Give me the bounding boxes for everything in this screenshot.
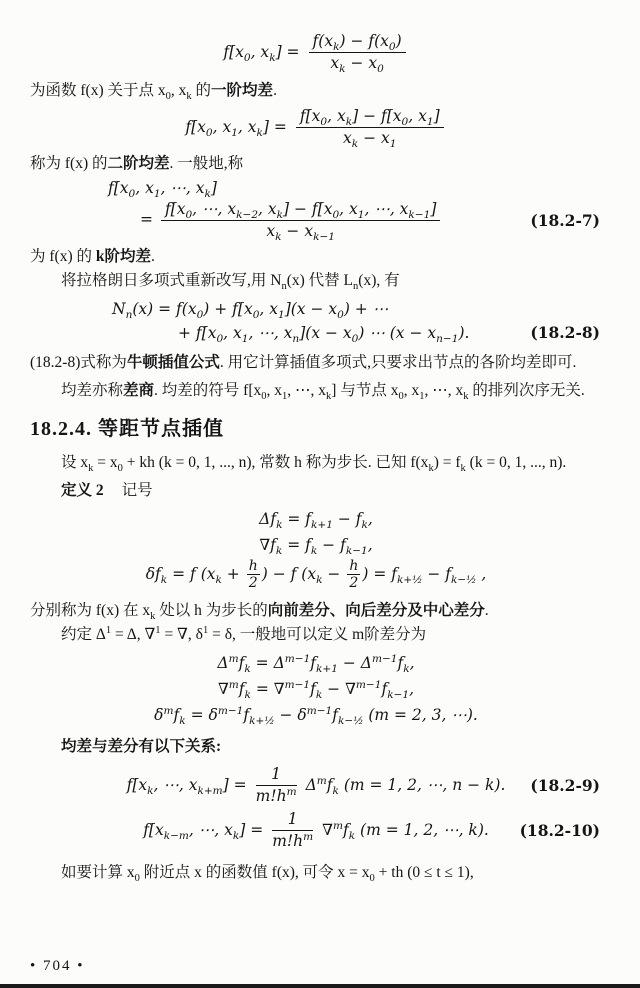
bold-term: 一阶均差 — [211, 82, 274, 99]
paragraph-definition-2 — [30, 479, 602, 503]
fraction — [272, 810, 313, 851]
fraction-numerator: 1 — [256, 765, 297, 786]
fraction-numerator: h — [248, 558, 258, 574]
fraction-numerator: h — [349, 558, 359, 574]
text-run: 称为 f(x) 的 — [30, 155, 108, 172]
paragraph-compute-near-x0 — [30, 861, 602, 885]
text-run: . — [484, 602, 489, 619]
formula-k-order-divided-difference — [30, 176, 602, 244]
fraction — [256, 765, 297, 806]
formula-line-2 — [140, 200, 602, 244]
bold-term: k阶均差 — [95, 248, 151, 265]
equation-number: (18.2-8) — [530, 323, 600, 342]
paragraph-equidistant-setup — [30, 451, 602, 475]
text-run: 为 f(x) 的 — [30, 248, 96, 265]
formula-m-order-forward: $\Delta^mf_k = \Delta^{m-1}f_{k+1} - \Delta^{m-1}f_k$, — [217, 652, 415, 676]
bold-term: 向前差分、向后差分及中心差分 — [267, 602, 485, 619]
paragraph-newton-formula-name — [30, 351, 602, 375]
text-run: . 用它计算插值多项式,只要求出节点的各阶均差即可. — [219, 354, 577, 371]
paragraph-newton-rewrite — [30, 269, 602, 293]
fraction-h-over-2 — [247, 559, 260, 591]
text-run: . 一般地,称 — [169, 155, 244, 172]
fraction-denominator: 2 — [349, 575, 359, 591]
equation-number: (18.2-9) — [530, 775, 600, 795]
equals-sign: = — [140, 210, 153, 229]
fraction-denominator: $x_k - x_{k-1}$ — [266, 222, 335, 244]
paragraph-first-order-label — [30, 79, 602, 103]
fraction — [161, 200, 440, 244]
page-number: • 704 • — [30, 958, 85, 974]
formula-lhs: $f[x_k$, ⋯, $x_{k+m}$] = — [126, 775, 247, 797]
text-run: 如要计算 $x_0$ 附近点 x 的函数值 f(x), 可令 $x = x_0$ + th (0 ≤ t ≤ 1), — [61, 864, 474, 885]
text-run: 将拉格朗日多项式重新改写,用 $N_n(x)$ 代替 $L_n(x)$, 有 — [61, 272, 400, 293]
formula-second-order-divided-difference — [30, 107, 602, 151]
formula-lhs: $f[x_{k-m}$, ⋯, $x_k$] = — [143, 820, 264, 842]
fraction-numerator: $f(x_k) - f(x_0)$ — [309, 32, 406, 53]
fraction-h-over-2 — [347, 559, 360, 591]
equation-number: (18.2-7) — [530, 210, 600, 230]
scan-edge-artifact — [0, 984, 640, 988]
text-run: (18.2-8)式称为 — [30, 354, 127, 371]
fraction-numerator: 1 — [272, 810, 313, 831]
bold-term: 二阶均差 — [107, 155, 170, 172]
section-heading: 18.2.4. 等距节点插值 — [30, 418, 224, 440]
text-run: 均差亦称 — [61, 382, 124, 399]
fraction-numerator: $f[x_0$, $x_k] - f[x_0$, $x_1$] — [296, 107, 444, 128]
paragraph-difference-quotient — [30, 379, 602, 403]
bold-term: 差商 — [123, 382, 155, 399]
paragraph-m-order-convention — [30, 623, 602, 647]
formula-part: ) = $f_{k+\frac{1}{2}} - f_{k-\frac{1}{2}}$ , — [362, 565, 487, 587]
fraction-denominator: $m!h^m$ — [255, 785, 297, 805]
text-run: . — [273, 82, 277, 99]
text-run: 约定 $\Delta^1 = \Delta$, ∇$^1$ = ∇, $\delta^1 = \delta$, 一般地可以定义 m阶差分为 — [61, 624, 427, 643]
text-run: 分别称为 f(x) 在 $x_k$ 处以 h 为步长的 — [30, 602, 268, 623]
paragraph-relation-intro — [30, 735, 602, 759]
text-run: . — [151, 248, 155, 265]
formula-first-order-divided-difference — [30, 32, 602, 76]
formula-line-1: $N_n(x) = f(x_0) + f[x_0$, $x_1](x - x_0)$ + ⋯ — [112, 300, 389, 322]
fraction-numerator: $f[x_0$, ⋯, $x_{k-2}$, $x_k] - f[x_0$, $x_1$, ⋯, $x_{k-1}$] — [161, 200, 440, 221]
formula-line-2 — [178, 321, 602, 345]
fraction-denominator: $x_k - x_0$ — [330, 54, 384, 76]
formula-newton-interpolation — [30, 297, 602, 345]
bold-term: 牛顿插值公式 — [126, 354, 220, 371]
formula-relation-forward — [30, 765, 602, 806]
fraction-denominator: 2 — [248, 575, 258, 591]
formula-central-difference — [30, 559, 602, 591]
formula-m-order-central: $\delta^mf_k = \delta^{m-1}f_{k+\frac{1}{2}} - \delta^{m-1}f_{k-\frac{1}{2}}$ (m = 2, 3, ⋯). — [154, 704, 478, 728]
fraction-denominator: $m!h^m$ — [272, 830, 314, 850]
definition-label: 定义 2 — [61, 482, 104, 499]
formula-part: $\delta f_k = f$ ($x_k$ + — [145, 565, 245, 587]
formula-part: ) − f ($x_k$ − — [261, 565, 346, 587]
formula-continuation: + $f[x_0$, $x_1$, ⋯, $x_n](x - x_0)$ ⋯ $(x - x_{n-1})$. — [178, 324, 470, 346]
formula-rhs: $\nabla^mf_k$ (m = 1, 2, ⋯, k). — [322, 819, 489, 842]
formula-m-order-backward: $\nabla^mf_k = \nabla^{m-1}f_k - \nabla^{m-1}f_{k-1}$, — [217, 678, 415, 702]
fraction — [309, 32, 406, 76]
formula-lhs: $f[x_0$, $x_1$, $x_k$] = — [185, 117, 287, 139]
formula-relation-backward — [30, 810, 602, 851]
text-run: . 均差的符号 $f[x_0$, $x_1$, ⋯, $x_k$] 与节点 $x_0$, $x_1$, ⋯, $x_k$ 的排列次序无关. — [154, 382, 585, 403]
fraction — [296, 107, 444, 151]
paragraph-k-order-label — [30, 245, 602, 269]
definition-text: 记号 — [121, 482, 153, 499]
formula-forward-difference: $\Delta f_k = f_{k+1} - f_k$, — [259, 510, 373, 532]
formula-lhs: $f[x_0$, $x_k$] = — [223, 42, 300, 64]
paragraph-difference-names — [30, 599, 602, 623]
bold-term: 均差与差分有以下关系: — [61, 738, 222, 755]
fraction-denominator: $x_k - x_1$ — [343, 129, 397, 151]
paragraph-second-order-label — [30, 152, 602, 176]
formula-backward-difference: $\nabla f_k = f_k - f_{k-1}$, — [259, 536, 373, 558]
formula-rhs: $\Delta^mf_k$ (m = 1, 2, ⋯, n − k). — [305, 774, 506, 797]
equation-number: (18.2-10) — [519, 820, 600, 840]
formula-line-1: $f[x_0$, $x_1$, ⋯, $x_k$] — [108, 179, 217, 201]
text-run: 设 $x_k = x_0$ + kh (k = 0, 1, ..., n), 常数 h 称为步长. 已知 $f(x_k) = f_k$ (k = 0, 1, ..., n). — [61, 454, 567, 475]
text-run: 为函数 f(x) 关于点 $x_0$, $x_k$ 的 — [30, 82, 212, 103]
